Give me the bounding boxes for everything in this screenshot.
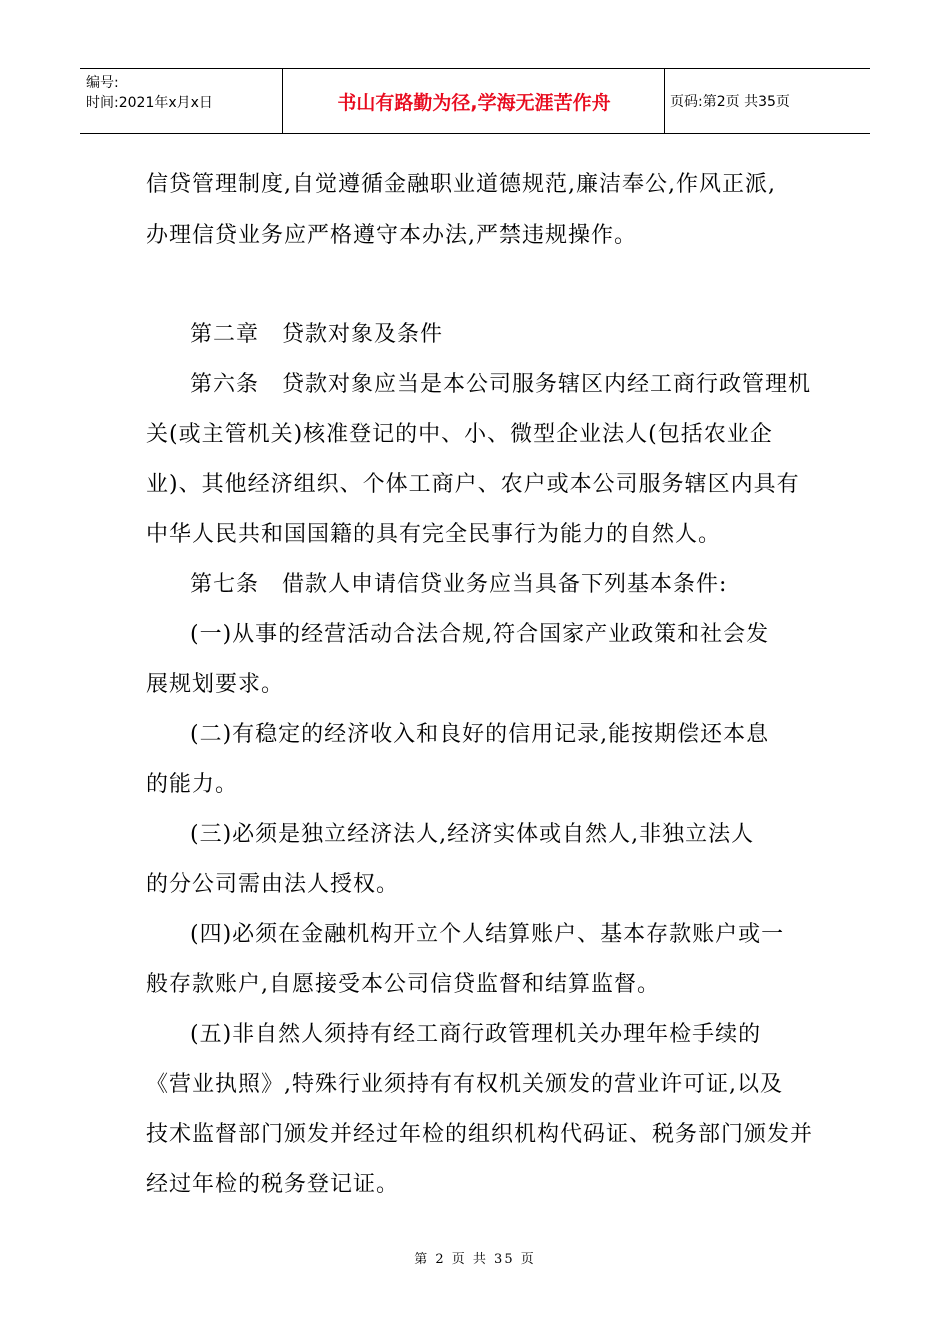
condition-3-line-2: 的分公司需由法人授权。 [146, 872, 400, 897]
condition-5-line-1: (五)非自然人须持有经工商行政管理机关办理年检手续的 [190, 1022, 762, 1047]
header-divider-right [664, 69, 665, 133]
article-6-line-1: 第六条 贷款对象应当是本公司服务辖区内经工商行政管理机 [190, 372, 812, 397]
condition-1-line-1: (一)从事的经营活动合法合规,符合国家产业政策和社会发 [190, 622, 770, 647]
article-6-line-3: 业)、其他经济组织、个体工商户、农户或本公司服务辖区内具有 [146, 472, 800, 497]
condition-4-line-1: (四)必须在金融机构开立个人结算账户、基本存款账户或一 [190, 922, 785, 947]
condition-2-line-1: (二)有稳定的经济收入和良好的信用记录,能按期偿还本息 [190, 722, 770, 747]
condition-5-line-3: 技术监督部门颁发并经过年检的组织机构代码证、税务部门颁发并 [146, 1122, 814, 1147]
page-footer: 第 2 页 共 35 页 [414, 1252, 536, 1267]
header-page-info: 页码:第2页 共35页 [670, 94, 790, 110]
condition-3-line-1: (三)必须是独立经济法人,经济实体或自然人,非独立法人 [190, 822, 755, 847]
header-divider-left [282, 69, 283, 133]
body-line-1: 信贷管理制度,自觉遵循金融职业道德规范,廉洁奉公,作风正派, [146, 172, 776, 197]
body-line-2: 办理信贷业务应严格遵守本办法,严禁违规操作。 [146, 223, 637, 248]
header-motto: 书山有路勤为径,学海无涯苦作舟 [337, 91, 611, 114]
document-number-label: 编号: [86, 75, 119, 91]
document-date-label: 时间:2021年x月x日 [86, 95, 213, 111]
condition-5-line-2: 《营业执照》,特殊行业须持有有权机关颁发的营业许可证,以及 [146, 1072, 783, 1097]
article-7-heading: 第七条 借款人申请信贷业务应当具备下列基本条件: [190, 572, 728, 597]
article-6-line-4: 中华人民共和国国籍的具有完全民事行为能力的自然人。 [146, 522, 722, 547]
article-6-line-2: 关(或主管机关)核准登记的中、小、微型企业法人(包括农业企 [146, 422, 773, 447]
header-meta [86, 73, 213, 113]
condition-1-line-2: 展规划要求。 [146, 672, 285, 697]
page-header [80, 68, 870, 134]
chapter-heading: 第二章 贷款对象及条件 [190, 322, 444, 347]
condition-2-line-2: 的能力。 [146, 772, 239, 797]
condition-4-line-2: 般存款账户,自愿接受本公司信贷监督和结算监督。 [146, 972, 660, 997]
condition-5-line-4: 经过年检的税务登记证。 [146, 1172, 400, 1197]
